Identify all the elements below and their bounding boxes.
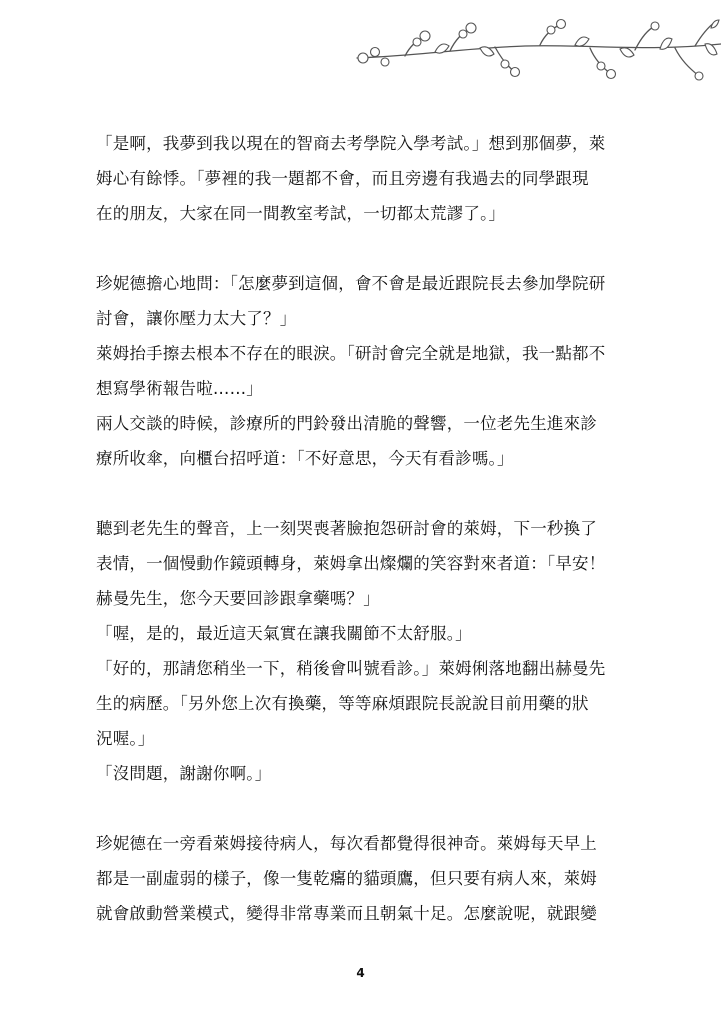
vine-branch-icon bbox=[355, 18, 721, 90]
text-line: 就會啟動營業模式，變得非常專業而且朝氣十足。怎麼說呢，就跟變 bbox=[96, 904, 597, 923]
text-line: 想寫學術報告啦……」 bbox=[96, 379, 263, 398]
text-line: 珍妮德擔心地問：「怎麼夢到這個，會不會是最近跟院長去參加學院研 bbox=[96, 274, 606, 293]
text-line: 都是一副虛弱的樣子，像一隻乾癟的貓頭鷹，但只要有病人來，萊姆 bbox=[96, 869, 597, 888]
paragraph-break bbox=[96, 791, 636, 826]
text-line: 在的朋友，大家在同一間教室考試，一切都太荒謬了。」 bbox=[96, 204, 506, 223]
text-line: 療所收傘，向櫃台招呼道：「不好意思，今天有看診嗎。」 bbox=[96, 449, 514, 468]
text-line: 討會，讓你壓力太大了？」 bbox=[96, 309, 297, 328]
text-line: 聽到老先生的聲音，上一刻哭喪著臉抱怨研討會的萊姆，下一秒換了 bbox=[96, 519, 597, 538]
page-number: 4 bbox=[356, 966, 365, 980]
paragraph-break bbox=[96, 231, 636, 266]
text-line: 「是啊，我夢到我以現在的智商去考學院入學考試。」想到那個夢，萊 bbox=[96, 134, 606, 153]
paragraph-break bbox=[96, 476, 636, 511]
text-line: 表情，一個慢動作鏡頭轉身，萊姆拿出燦爛的笑容對來者道：「早安！ bbox=[96, 554, 606, 573]
text-line: 生的病歷。「另外您上次有換藥，等等麻煩跟院長說說目前用藥的狀 bbox=[96, 694, 589, 713]
text-line: 赫曼先生，您今天要回診跟拿藥嗎？」 bbox=[96, 589, 380, 608]
text-line: 「好的，那請您稍坐一下，稍後會叫號看診。」萊姆俐落地翻出赫曼先 bbox=[96, 659, 606, 678]
text-line: 姆心有餘悸。「夢裡的我一題都不會，而且旁邊有我過去的同學跟現 bbox=[96, 169, 589, 188]
text-line: 「沒問題，謝謝你啊。」 bbox=[96, 764, 272, 783]
text-line: 兩人交談的時候，診療所的門鈴發出清脆的聲響，一位老先生進來診 bbox=[96, 414, 597, 433]
text-line: 萊姆抬手擦去根本不存在的眼淚。「研討會完全就是地獄，我一點都不 bbox=[96, 344, 606, 363]
text-line: 「喔，是的，最近這天氣實在讓我關節不太舒服。」 bbox=[96, 624, 472, 643]
text-line: 珍妮德在一旁看萊姆接待病人，每次看都覺得很神奇。萊姆每天早上 bbox=[96, 834, 597, 853]
text-line: 況喔。」 bbox=[96, 729, 155, 748]
body-text bbox=[96, 126, 636, 931]
